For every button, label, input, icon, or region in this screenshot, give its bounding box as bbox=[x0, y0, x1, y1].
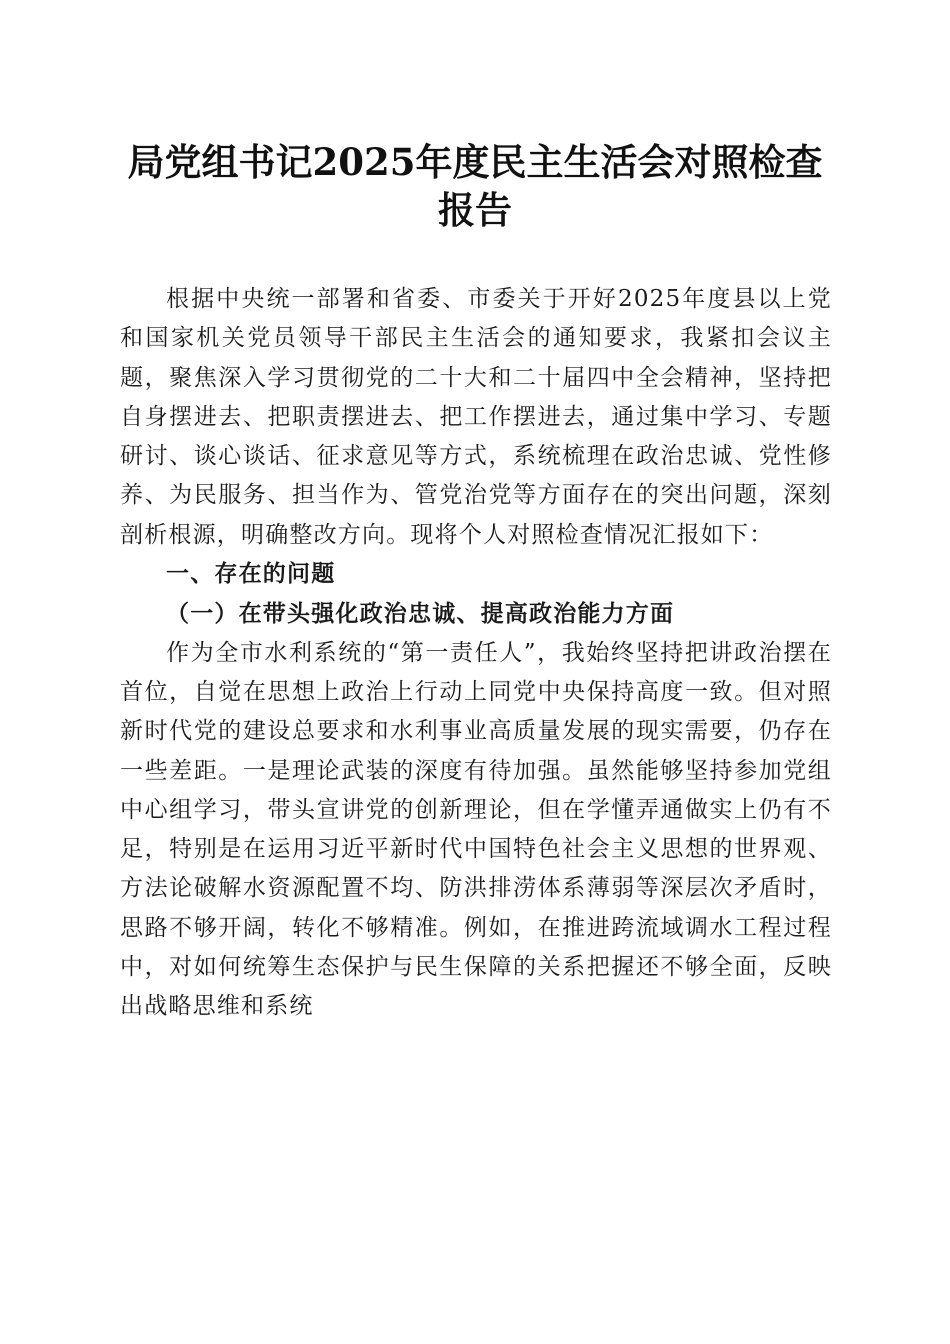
intro-paragraph: 根据中央统一部署和省委、市委关于开好2025年度县以上党和国家机关党员领导干部民主生活会的通知要求，我紧扣会议主题，聚焦深入学习贯彻党的二十大和二十届四中全会精神，坚持把自身摆进去、把职责摆进去、把工作摆进去，通过集中学习、专题研讨、谈心谈话、征求意见等方式，系统梳理在政治忠诚、党性修养、为民服务、担当作为、管党治党等方面存在的突出问题，深刻剖析根源，明确整改方向。现将个人对照检查情况汇报如下： bbox=[120, 286, 832, 548]
section-heading: 一、存在的问题 bbox=[166, 561, 336, 588]
subsection-heading: （一）在带头强化政治忠诚、提高政治能力方面 bbox=[166, 600, 675, 628]
document-title: 局党组书记2025年度民主生活会对照检查报告 bbox=[127, 140, 823, 232]
document-body bbox=[120, 280, 832, 1027]
subsection-paragraph: 作为全市水利系统的“第一责任人”，我始终坚持把讲政治摆在首位，自觉在思想上政治上行动上同党中央保持高度一致。但对照新时代党的建设总要求和水利事业高质量发展的现实需要，仍存在一些差距。一是理论武装的深度有待加强。虽然能够坚持参加党组中心组学习，带头宣讲党的创新理论，但在学懂弄通做实上仍有不足，特别是在运用习近平新时代中国特色社会主义思想的世界观、方法论破解水资源配置不均、防洪排涝体系薄弱等深层次矛盾时，思路不够开阔，转化不够精准。例如，在推进跨流域调水工程过程中，对如何统筹生态保护与民生保障的关系把握还不够全面，反映出战略思维和系统 bbox=[120, 639, 832, 1020]
